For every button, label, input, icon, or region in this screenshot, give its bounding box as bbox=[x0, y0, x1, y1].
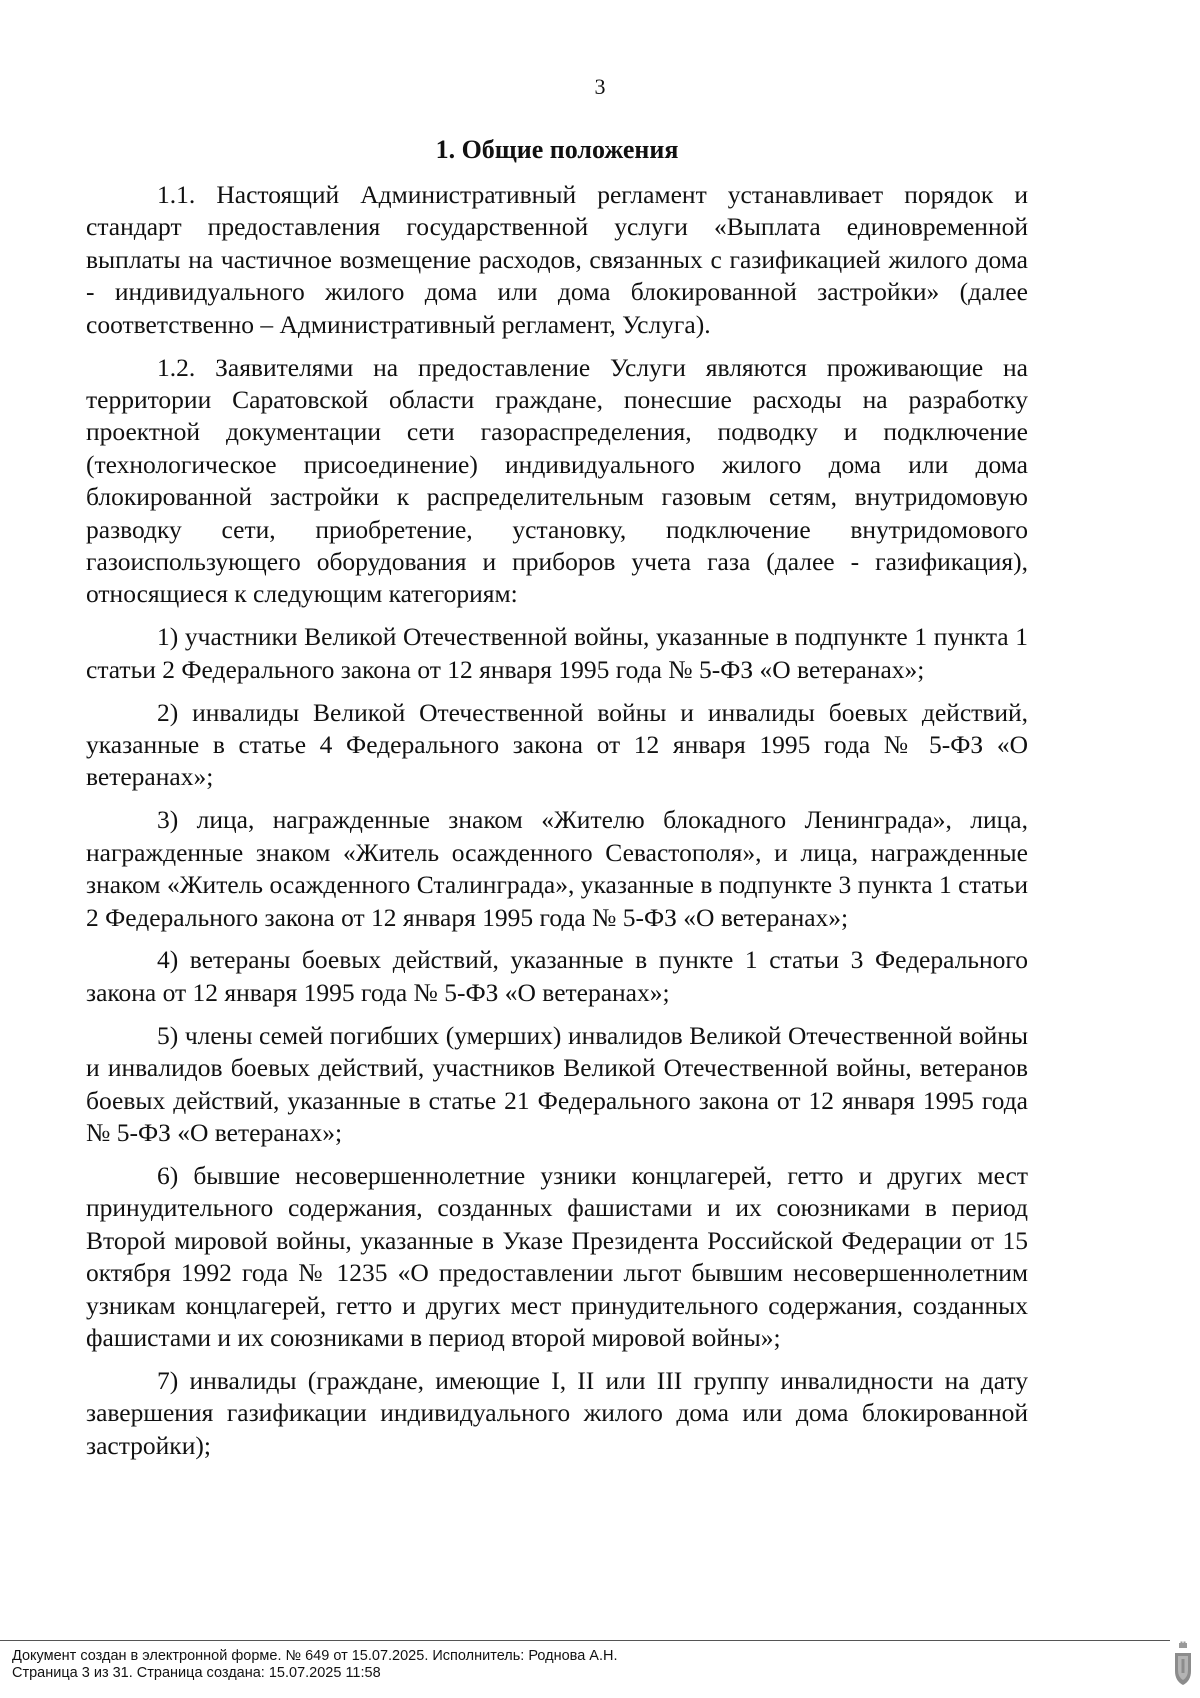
coat-of-arms-icon bbox=[1172, 1641, 1194, 1687]
list-item-1: 1) участники Великой Отечественной войны, указанные в подпункте 1 пункта 1 статьи 2 Федерального закона от 12 января 1995 года № 5-ФЗ «О ветеранах»; bbox=[86, 622, 1028, 684]
list-item-6: 6) бывшие несовершеннолетние узники концлагерей, гетто и других мест принудительного содержания, созданных фашистами и их союзниками в период Второй мировой войны, указанные в Указе Президента Российской Федерации от 15 октября 1992 года № 1235 «О предоставлении льгот бывшим несовершеннолетним узникам концлагерей, гетто и других мест принудительного содержания, созданных фашистами и их союзниками в период второй мировой войны»; bbox=[86, 1160, 1028, 1352]
paragraph-1-1: 1.1. Настоящий Административный регламент устанавливает порядок и стандарт предоставления государственной услуги «Выплата единовременной выплаты на частичное возмещение расходов, связанных с газификацией жилого дома - индивидуального жилого дома или дома блокированной застройки» (далее соответственно – Административный регламент, Услуга). bbox=[86, 180, 1028, 339]
page-number: 3 bbox=[594, 74, 606, 99]
footer-divider bbox=[0, 1640, 1170, 1641]
list-item-5: 5) члены семей погибших (умерших) инвалидов Великой Отечественной войны и инвалидов боевых действий, участников Великой Отечественной войны, ветеранов боевых действий, указанные в статье 21 Федерального закона от 12 января 1995 года № 5-ФЗ «О ветеранах»; bbox=[86, 1020, 1028, 1147]
paragraph-1-2: 1.2. Заявителями на предоставление Услуги являются проживающие на территории Саратовской области граждане, понесшие расходы на разработку проектной документации сети газораспределения, подводку и подключение (технологическое присоединение) индивидуального жилого дома или дома блокированной застройки к распределительным газовым сетям, внутридомовую разводку сети, приобретение, установку, подключение внутридомового газоиспользующего оборудования и приборов учета газа (далее - газификация), относящиеся к следующим категориям: bbox=[86, 352, 1028, 609]
document-body bbox=[86, 134, 1028, 1473]
list-item-3: 3) лица, награжденные знаком «Жителю блокадного Ленинграда», лица, награжденные знаком «Житель осажденного Севастополя», и лица, награжденные знаком «Житель осажденного Сталинграда», указанные в подпункте 3 пункта 1 статьи 2 Федерального закона от 12 января 1995 года № 5-ФЗ «О ветеранах»; bbox=[86, 805, 1028, 932]
footer-page-info: Страница 3 из 31. Страница создана: 15.07.2025 11:58 bbox=[12, 1665, 381, 1681]
list-item-2: 2) инвалиды Великой Отечественной войны и инвалиды боевых действий, указанные в статье 4 Федерального закона от 12 января 1995 года № 5-ФЗ «О ветеранах»; bbox=[86, 697, 1028, 792]
footer bbox=[12, 1648, 618, 1682]
list-item-4: 4) ветераны боевых действий, указанные в пункте 1 статьи 3 Федерального закона от 12 января 1995 года № 5-ФЗ «О ветеранах»; bbox=[86, 945, 1028, 1007]
section-heading: 1. Общие положения bbox=[435, 135, 679, 164]
footer-document-info: Документ создан в электронной форме. № 649 от 15.07.2025. Исполнитель: Роднова А.Н. bbox=[12, 1648, 618, 1664]
list-item-7: 7) инвалиды (граждане, имеющие I, II или III группу инвалидности на дату завершения газификации индивидуального жилого дома или дома блокированной застройки); bbox=[86, 1365, 1028, 1460]
